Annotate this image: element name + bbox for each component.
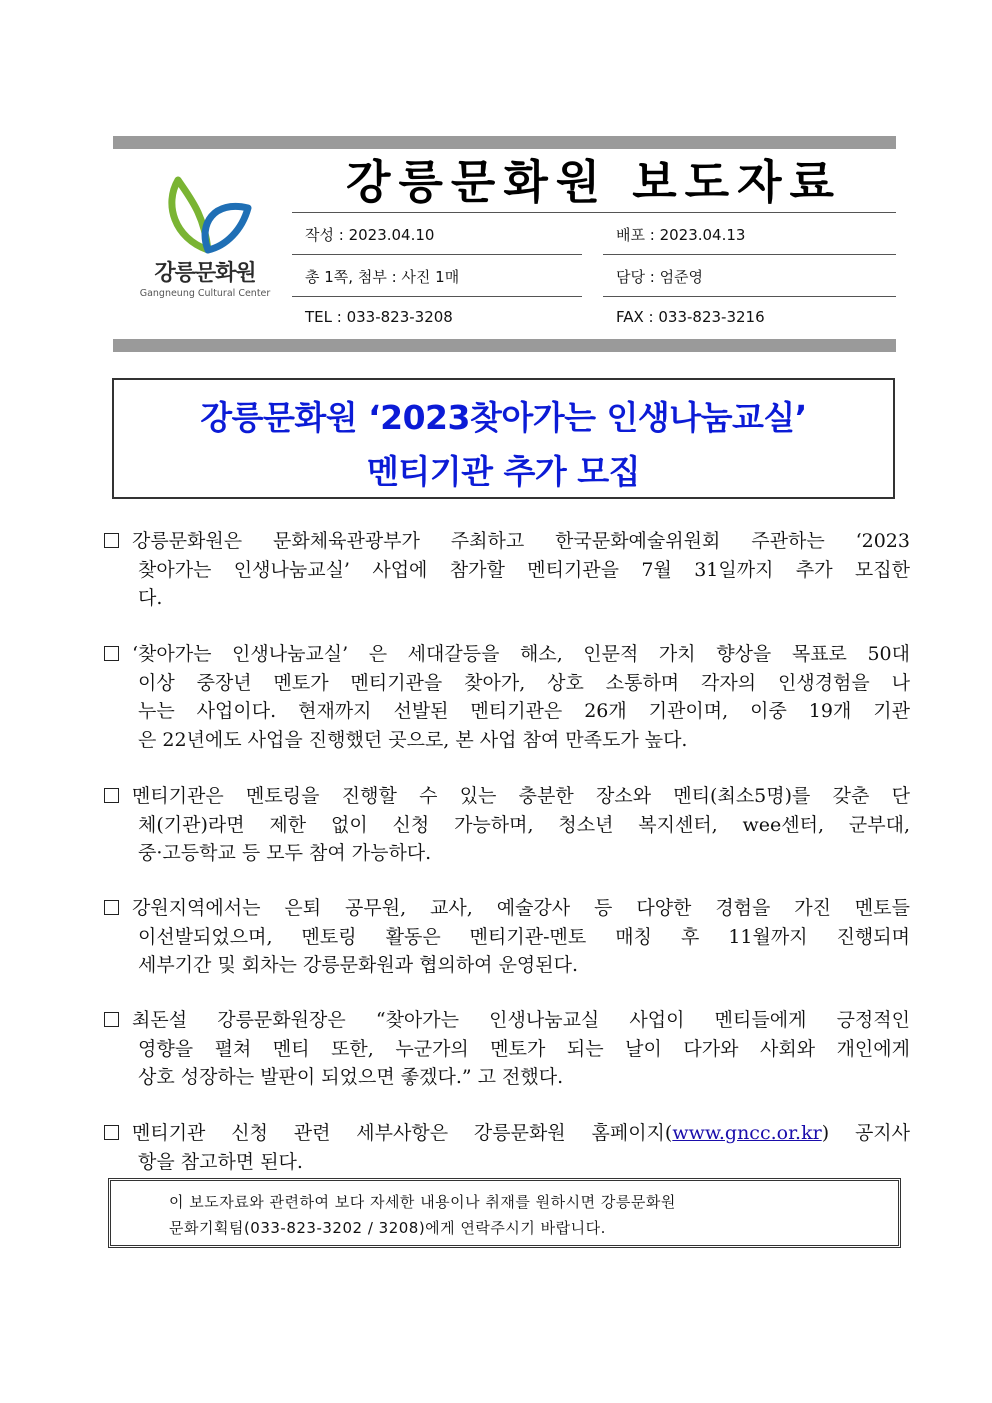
paragraph-5	[104, 1006, 910, 1092]
meta-divider	[292, 296, 582, 297]
paragraph-line: 누는 사업이다. 현재까지 선발된 멘티기관은 26개 기관이며, 이중 19개 기관	[138, 700, 910, 722]
paragraph-2	[104, 640, 910, 754]
paragraph-line: 중·고등학교 등 모두 참여 가능하다.	[138, 842, 432, 864]
paragraph-line: 다.	[138, 587, 163, 609]
headline-box	[112, 378, 895, 499]
paragraph-line: 체(기관)라면 제한 없이 신청 가능하며, 청소년 복지센터, wee센터, 군부대,	[138, 813, 910, 836]
paragraph-text: ) 공지사	[821, 1122, 911, 1144]
paragraph-line: 항을 참고하면 된다.	[138, 1150, 303, 1173]
leaf-logo-icon	[168, 174, 252, 258]
contact-info-box	[108, 1178, 901, 1248]
press-release-title: 강릉문화원 보도자료	[346, 155, 842, 209]
header-bottom-bar	[113, 339, 896, 352]
paragraph-line: 찾아가는 인생나눔교실’ 사업에 참가할 멘티기관을 7월 31일까지 추가 모집한	[138, 558, 910, 581]
logo-name-korean: 강릉문화원	[154, 261, 256, 286]
paragraph-4	[104, 894, 910, 980]
paragraph-line: 영향을 펼쳐 멘티 또한, 누군가의 멘토가 되는 날이 다가와 사회와 개인에게	[138, 1037, 910, 1060]
checkbox-bullet-icon	[104, 1125, 119, 1140]
paragraph-line: 상호 성장하는 발판이 되었으면 좋겠다.” 고 전했다.	[138, 1066, 564, 1088]
meta-divider	[603, 296, 896, 297]
homepage-link[interactable]: www.gncc.or.kr	[672, 1122, 822, 1144]
checkbox-bullet-icon	[104, 1012, 119, 1027]
organization-logo	[130, 168, 280, 318]
paragraph-line: 세부기간 및 회차는 강릉문화원과 협의하여 운영된다.	[138, 954, 579, 976]
distribution-date: 배포 : 2023.04.13	[616, 226, 746, 244]
paragraph-line: 이선발되었으며, 멘토링 활동은 멘티기관-멘토 매칭 후 11월까지 진행되며	[138, 925, 910, 948]
headline-line-2: 멘티기관 추가 모집	[366, 452, 640, 491]
telephone: TEL : 033-823-3208	[305, 308, 453, 326]
paragraph-line: 은 22년에도 사업을 진행했던 곳으로, 본 사업 참여 만족도가 높다.	[138, 728, 688, 751]
headline-line-1: 강릉문화원 ‘2023찾아가는 인생나눔교실’	[200, 398, 807, 437]
meta-divider	[603, 254, 896, 255]
paragraph-text: 멘티기관 신청 관련 세부사항은 강릉문화원 홈페이지(	[132, 1122, 673, 1144]
checkbox-bullet-icon	[104, 900, 119, 915]
page-count: 총 1쪽, 첨부 : 사진 1매	[305, 268, 460, 286]
paragraph-line: 이상 중장년 멘토가 멘티기관을 찾아가, 상호 소통하며 각자의 인생경험을 나	[138, 671, 910, 694]
checkbox-bullet-icon	[104, 533, 119, 548]
contact-line-1: 이 보도자료와 관련하여 보다 자세한 내용이나 취재를 원하시면 강릉문화원	[169, 1193, 676, 1211]
paragraph-line: 강릉문화원은 문화체육관광부가 주최하고 한국문화예술위원회 주관하는 ‘2023	[132, 530, 910, 552]
paragraph-line: 강원지역에서는 은퇴 공무원, 교사, 예술강사 등 다양한 경험을 가진 멘토들	[132, 897, 910, 919]
fax: FAX : 033-823-3216	[616, 308, 765, 326]
written-date: 작성 : 2023.04.10	[305, 226, 435, 244]
checkbox-bullet-icon	[104, 788, 119, 803]
paragraph-line: ‘찾아가는 인생나눔교실’ 은 세대갈등을 해소, 인문적 가치 향상을 목표로 50대	[132, 643, 910, 665]
contact-person: 담당 : 엄준영	[616, 268, 704, 286]
meta-divider	[292, 212, 896, 213]
paragraph-1	[104, 527, 910, 613]
paragraph-3	[104, 782, 910, 868]
contact-line-2: 문화기획팀(033-823-3202 / 3208)에게 연락주시기 바랍니다.	[169, 1219, 606, 1237]
paragraph-6	[104, 1119, 910, 1176]
logo-name-english: Gangneung Cultural Center	[139, 288, 271, 299]
paragraph-line	[104, 1119, 910, 1148]
meta-divider	[292, 254, 582, 255]
paragraph-line: 최돈설 강릉문화원장은 “찾아가는 인생나눔교실 사업이 멘티들에게 긍정적인	[132, 1009, 910, 1031]
checkbox-bullet-icon	[104, 646, 119, 661]
paragraph-line: 멘티기관은 멘토링을 진행할 수 있는 충분한 장소와 멘티(최소5명)를 갖춘 단	[132, 785, 910, 807]
